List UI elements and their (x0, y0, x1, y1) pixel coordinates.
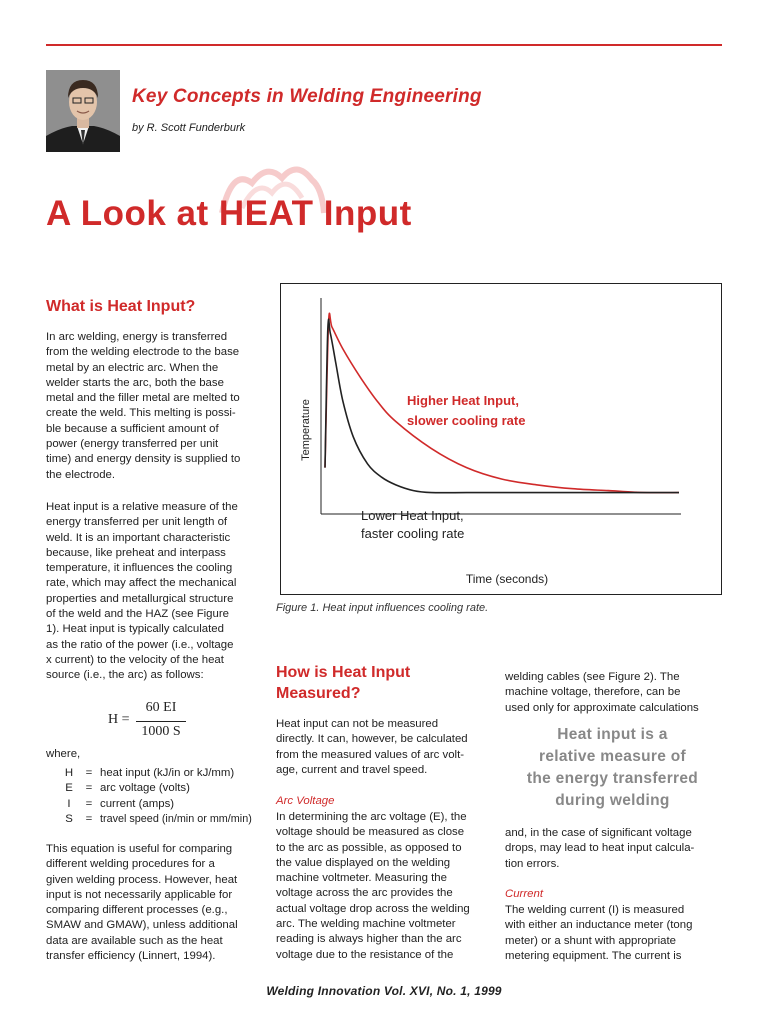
article-title (46, 194, 412, 234)
text-line: from the welding electrode to the base (46, 346, 240, 359)
pull-quote-line: during welding (555, 792, 670, 809)
section1-para3 (46, 842, 271, 964)
variable-row (60, 797, 252, 812)
text-line: source (i.e., the arc) as follows: (46, 669, 204, 682)
x-axis-label: Time (seconds) (465, 572, 549, 586)
text-line: because, like preheat and interpass (46, 546, 226, 559)
section1-para1 (46, 330, 271, 483)
text-line: given welding process. However, heat (46, 873, 238, 886)
text-line: reading is always higher than the arc (276, 933, 462, 946)
var-symbol: I (67, 797, 71, 810)
text-line: with either an inductance meter (tong (505, 919, 693, 932)
section1-para2 (46, 500, 271, 684)
text-line: create the weld. This melting is possi- (46, 407, 236, 420)
series-title: Key Concepts in Welding Engineering (132, 86, 482, 107)
text-line: welding cables (see Figure 2). The (505, 671, 680, 683)
section2-para1 (276, 717, 496, 778)
variable-row (60, 812, 252, 827)
var-desc: travel speed (in/min or mm/min) (100, 812, 252, 825)
text-line: metal and the filler metal are melted to (46, 392, 240, 405)
where-label: where, (46, 748, 81, 760)
formula-numerator: 60 EI (145, 700, 177, 715)
var-symbol: S (65, 812, 73, 825)
variable-row (60, 781, 252, 796)
var-desc: arc voltage (volts) (100, 782, 190, 795)
text-line: age, current and travel speed. (276, 763, 428, 776)
text-line: data are available such as the heat (46, 934, 223, 947)
text-line: and, in the case of significant voltage (505, 827, 692, 839)
text-line: from the measured values of arc volt- (276, 748, 465, 761)
pull-quote-line: the energy transferred (526, 770, 699, 787)
text-line: weld. It is an important characteristic (46, 531, 231, 544)
text-line: energy transferred per unit length of (46, 516, 228, 529)
text-line: different welding procedures for a (46, 858, 215, 871)
figure-1-chart (280, 283, 722, 595)
subheading-arc-voltage: Arc Voltage (276, 795, 335, 807)
text-line: directly. It can, however, be calculated (276, 733, 468, 746)
var-equals: = (85, 782, 93, 795)
text-line: welder starts the arc, both the base (46, 376, 224, 389)
section-heading-what-is-heat-input: What is Heat Input? (46, 298, 196, 315)
byline: by R. Scott Funderburk (132, 122, 246, 134)
author-photo (46, 70, 120, 152)
text-line: properties and metallurgical structure (46, 592, 234, 605)
text-line: comparing different processes (e.g., (46, 904, 228, 917)
text-line: of the weld and the HAZ (see Figure (46, 608, 229, 621)
var-equals: = (85, 767, 93, 779)
var-symbol: H (64, 767, 74, 779)
text-line: machine voltmeter. Measuring the (276, 872, 447, 885)
y-axis-label: Temperature (300, 399, 312, 461)
section3-para1 (505, 670, 725, 716)
title-prefix: A Look at (46, 194, 219, 233)
pull-quote-line: relative measure of (539, 748, 686, 765)
section3-para3 (505, 903, 725, 964)
text-line: Heat input is a relative measure of the (46, 501, 238, 513)
label-higher-heat-line1: Higher Heat Input, (407, 393, 519, 408)
variable-row (60, 766, 252, 781)
label-higher-heat-line2: slower cooling rate (407, 413, 526, 428)
text-line: 1). Heat input is typically calculated (46, 623, 224, 636)
fraction-bar (136, 721, 186, 722)
text-line: tion errors. (505, 857, 560, 870)
formula-lhs: H = (108, 712, 130, 727)
section-heading-how-measured (276, 662, 410, 704)
text-line: meter) or a shunt with appropriate (505, 934, 676, 947)
text-line: the value displayed on the welding (276, 856, 451, 869)
text-line: as the ratio of the power (i.e., voltage (46, 638, 234, 651)
var-equals: = (85, 797, 93, 810)
subheading-current: Current (505, 888, 543, 900)
text-line: voltage due to the resistance of the (276, 948, 454, 961)
figure-caption: Figure 1. Heat input influences cooling rate. (276, 602, 489, 614)
label-lower-heat-line2: faster cooling rate (361, 526, 465, 541)
text-line: In determining the arc voltage (E), the (276, 811, 467, 823)
page-footer: Welding Innovation Vol. XVI, No. 1, 1999 (266, 984, 502, 998)
section3-para2 (505, 826, 725, 872)
text-line: transfer efficiency (Linnert, 1994). (46, 950, 216, 963)
text-line: time) and energy density is supplied to (46, 453, 241, 466)
text-line: x current) to the velocity of the heat (46, 653, 224, 666)
text-line: Heat input can not be measured (276, 718, 439, 730)
text-line: to the arc as possible, as opposed to (276, 841, 462, 854)
var-desc: current (amps) (100, 797, 175, 810)
text-line: power (energy transferred per unit (46, 438, 219, 451)
text-line: In arc welding, energy is transferred (46, 331, 228, 343)
formula-denominator: 1000 S (141, 724, 181, 739)
text-line: drops, may lead to heat input calcula- (505, 842, 695, 855)
var-symbol: E (65, 782, 73, 795)
text-line: used only for approximate calculations (505, 701, 699, 714)
text-line: The welding current (I) is measured (505, 904, 685, 916)
heading-line: Measured? (276, 685, 361, 702)
text-line: the electrode. (46, 468, 116, 481)
label-lower-heat-line1: Lower Heat Input, (361, 508, 464, 523)
text-line: voltage should be measured as close (276, 826, 465, 839)
pull-quote (500, 724, 725, 812)
text-line: rate, which may affect the mechanical (46, 577, 237, 590)
section2-para2 (276, 810, 496, 963)
text-line: metering equipment. The current is (505, 949, 682, 962)
text-line: arc. The welding machine voltmeter (276, 918, 456, 931)
text-line: machine voltage, therefore, can be (505, 686, 681, 699)
text-line: voltage across the arc provides the (276, 887, 453, 900)
pull-quote-line: Heat input is a (557, 726, 668, 743)
title-heat-word: HEAT (218, 194, 314, 233)
text-line: SMAW and GMAW), unless additional (46, 919, 238, 932)
var-desc: heat input (kJ/in or kJ/mm) (100, 767, 235, 779)
text-line: temperature, it influences the cooling (46, 562, 233, 575)
title-suffix: Input (313, 194, 412, 233)
top-rule (46, 44, 722, 46)
text-line: metal by an electric arc. When the (46, 361, 219, 374)
cooling-rate-chart (281, 284, 721, 594)
variable-list (60, 766, 252, 827)
text-line: This equation is useful for comparing (46, 843, 233, 855)
text-line: input is not necessarily applicable for (46, 888, 233, 901)
text-line: actual voltage drop across the welding (276, 902, 470, 915)
heading-line: How is Heat Input (276, 664, 411, 681)
var-equals: = (85, 812, 93, 825)
text-line: ble because a sufficient amount of (46, 422, 219, 435)
